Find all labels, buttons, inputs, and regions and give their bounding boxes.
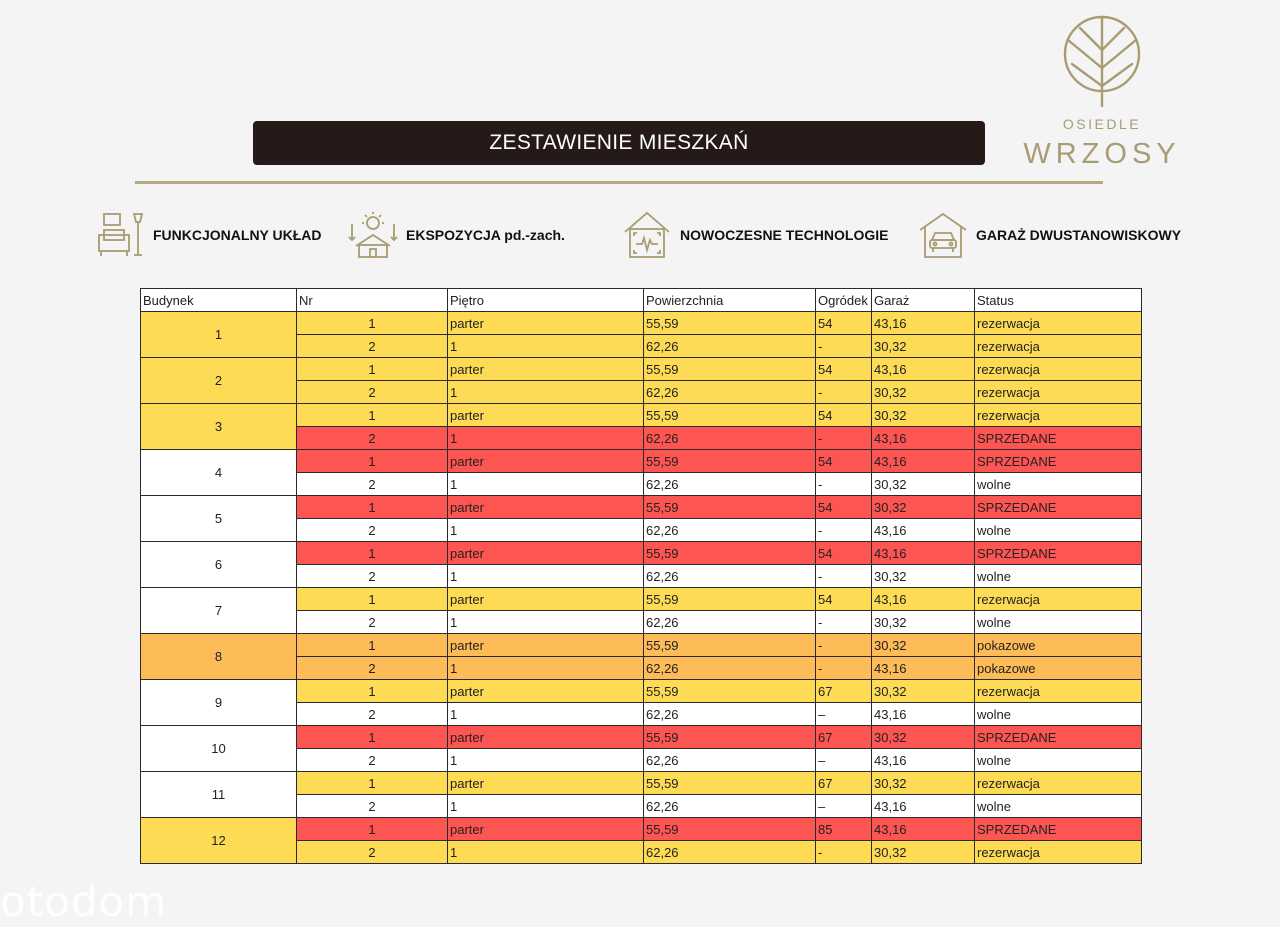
area-cell: 62,26 <box>644 565 816 588</box>
status-cell: SPRZEDANE <box>975 726 1142 749</box>
table-row <box>141 818 1142 841</box>
table-row <box>141 358 1142 381</box>
status-cell: wolne <box>975 565 1142 588</box>
status-cell: rezerwacja <box>975 312 1142 335</box>
floor-cell: 1 <box>448 841 644 864</box>
garden-cell: 54 <box>816 542 872 565</box>
unit-number-cell: 2 <box>297 381 448 404</box>
leaf-logo-icon <box>1062 14 1142 108</box>
area-cell: 62,26 <box>644 749 816 772</box>
floor-cell: 1 <box>448 381 644 404</box>
garage-cell: 30,32 <box>872 680 975 703</box>
garage-cell: 30,32 <box>872 565 975 588</box>
garden-cell: 54 <box>816 496 872 519</box>
unit-number-cell: 2 <box>297 841 448 864</box>
area-cell: 55,59 <box>644 818 816 841</box>
feature-layout <box>95 210 322 260</box>
status-cell: rezerwacja <box>975 381 1142 404</box>
unit-number-cell: 1 <box>297 496 448 519</box>
status-cell: wolne <box>975 473 1142 496</box>
garden-cell: – <box>816 703 872 726</box>
status-cell: SPRZEDANE <box>975 542 1142 565</box>
floor-cell: parter <box>448 312 644 335</box>
page-title-bar <box>253 121 985 165</box>
garage-cell: 43,16 <box>872 703 975 726</box>
feature-label: NOWOCZESNE TECHNOLOGIE <box>680 227 889 243</box>
floor-cell: 1 <box>448 657 644 680</box>
garage-cell: 30,32 <box>872 634 975 657</box>
status-cell: wolne <box>975 749 1142 772</box>
garden-cell: – <box>816 749 872 772</box>
garden-cell: 54 <box>816 450 872 473</box>
unit-number-cell: 1 <box>297 358 448 381</box>
apartments-table <box>140 288 1142 864</box>
building-cell: 11 <box>141 772 297 818</box>
garden-cell: - <box>816 519 872 542</box>
floor-cell: parter <box>448 450 644 473</box>
area-cell: 55,59 <box>644 772 816 795</box>
area-cell: 55,59 <box>644 634 816 657</box>
column-header: Status <box>975 289 1142 312</box>
garage-cell: 30,32 <box>872 335 975 358</box>
floor-cell: 1 <box>448 795 644 818</box>
feature-label: GARAŻ DWUSTANOWISKOWY <box>976 227 1182 243</box>
garage-cell: 43,16 <box>872 427 975 450</box>
garage-cell: 30,32 <box>872 381 975 404</box>
status-cell: rezerwacja <box>975 680 1142 703</box>
status-cell: wolne <box>975 795 1142 818</box>
floor-cell: parter <box>448 726 644 749</box>
area-cell: 55,59 <box>644 312 816 335</box>
sun-house-icon <box>348 210 398 260</box>
garage-icon <box>918 210 968 260</box>
garage-cell: 43,16 <box>872 450 975 473</box>
building-cell: 12 <box>141 818 297 864</box>
garden-cell: - <box>816 634 872 657</box>
area-cell: 55,59 <box>644 450 816 473</box>
feature-garage <box>918 210 1181 260</box>
garden-cell: - <box>816 335 872 358</box>
status-cell: wolne <box>975 519 1142 542</box>
area-cell: 55,59 <box>644 542 816 565</box>
status-cell: SPRZEDANE <box>975 818 1142 841</box>
floor-cell: parter <box>448 772 644 795</box>
status-cell: wolne <box>975 703 1142 726</box>
floor-cell: parter <box>448 680 644 703</box>
smart-home-icon <box>622 210 672 260</box>
area-cell: 62,26 <box>644 335 816 358</box>
floor-cell: parter <box>448 542 644 565</box>
area-cell: 62,26 <box>644 381 816 404</box>
floor-cell: parter <box>448 818 644 841</box>
area-cell: 55,59 <box>644 680 816 703</box>
status-cell: rezerwacja <box>975 588 1142 611</box>
building-cell: 5 <box>141 496 297 542</box>
unit-number-cell: 1 <box>297 588 448 611</box>
area-cell: 62,26 <box>644 427 816 450</box>
feature-label: FUNKCJONALNY UKŁAD <box>153 227 322 243</box>
column-header: Nr <box>297 289 448 312</box>
garden-cell: 54 <box>816 358 872 381</box>
garage-cell: 43,16 <box>872 795 975 818</box>
garden-cell: - <box>816 473 872 496</box>
divider <box>135 181 1103 184</box>
feature-exposure <box>348 210 565 260</box>
table-row <box>141 588 1142 611</box>
garage-cell: 30,32 <box>872 772 975 795</box>
brand-logo <box>1020 14 1190 184</box>
floor-cell: parter <box>448 634 644 657</box>
area-cell: 62,26 <box>644 657 816 680</box>
table-row <box>141 496 1142 519</box>
area-cell: 62,26 <box>644 841 816 864</box>
status-cell: rezerwacja <box>975 772 1142 795</box>
status-cell: SPRZEDANE <box>975 450 1142 473</box>
area-cell: 55,59 <box>644 404 816 427</box>
status-cell: rezerwacja <box>975 841 1142 864</box>
unit-number-cell: 1 <box>297 542 448 565</box>
page-title: ZESTAWIENIE MIESZKAŃ <box>489 131 749 154</box>
building-cell: 9 <box>141 680 297 726</box>
garage-cell: 43,16 <box>872 358 975 381</box>
garden-cell: - <box>816 611 872 634</box>
status-cell: rezerwacja <box>975 335 1142 358</box>
garden-cell: 54 <box>816 312 872 335</box>
garage-cell: 30,32 <box>872 496 975 519</box>
unit-number-cell: 2 <box>297 657 448 680</box>
floor-cell: 1 <box>448 519 644 542</box>
area-cell: 62,26 <box>644 795 816 818</box>
unit-number-cell: 1 <box>297 634 448 657</box>
garage-cell: 30,32 <box>872 841 975 864</box>
garage-cell: 43,16 <box>872 657 975 680</box>
garage-cell: 43,16 <box>872 588 975 611</box>
feature-technology <box>622 210 888 260</box>
building-cell: 2 <box>141 358 297 404</box>
unit-number-cell: 2 <box>297 565 448 588</box>
garden-cell: - <box>816 381 872 404</box>
floor-cell: 1 <box>448 473 644 496</box>
garden-cell: 67 <box>816 680 872 703</box>
furniture-icon <box>95 210 145 260</box>
unit-number-cell: 1 <box>297 404 448 427</box>
unit-number-cell: 2 <box>297 703 448 726</box>
table-row <box>141 450 1142 473</box>
floor-cell: 1 <box>448 611 644 634</box>
column-header: Budynek <box>141 289 297 312</box>
area-cell: 62,26 <box>644 611 816 634</box>
status-cell: pokazowe <box>975 634 1142 657</box>
garage-cell: 30,32 <box>872 726 975 749</box>
building-cell: 8 <box>141 634 297 680</box>
unit-number-cell: 1 <box>297 680 448 703</box>
garage-cell: 43,16 <box>872 519 975 542</box>
garden-cell: 85 <box>816 818 872 841</box>
floor-cell: 1 <box>448 335 644 358</box>
garage-cell: 43,16 <box>872 749 975 772</box>
table-row <box>141 726 1142 749</box>
garden-cell: 67 <box>816 772 872 795</box>
area-cell: 62,26 <box>644 703 816 726</box>
unit-number-cell: 1 <box>297 772 448 795</box>
area-cell: 55,59 <box>644 726 816 749</box>
floor-cell: 1 <box>448 703 644 726</box>
logo-name: WRZOSY <box>1023 138 1181 170</box>
area-cell: 55,59 <box>644 496 816 519</box>
building-cell: 3 <box>141 404 297 450</box>
garden-cell: - <box>816 657 872 680</box>
floor-cell: parter <box>448 404 644 427</box>
unit-number-cell: 2 <box>297 519 448 542</box>
garden-cell: – <box>816 795 872 818</box>
column-header: Piętro <box>448 289 644 312</box>
table-row <box>141 312 1142 335</box>
garage-cell: 43,16 <box>872 312 975 335</box>
building-cell: 7 <box>141 588 297 634</box>
table-row <box>141 680 1142 703</box>
garage-cell: 30,32 <box>872 473 975 496</box>
table-row <box>141 542 1142 565</box>
table-row <box>141 634 1142 657</box>
unit-number-cell: 1 <box>297 818 448 841</box>
building-cell: 10 <box>141 726 297 772</box>
garage-cell: 43,16 <box>872 818 975 841</box>
garden-cell: - <box>816 427 872 450</box>
watermark: otodom <box>0 877 168 926</box>
unit-number-cell: 2 <box>297 611 448 634</box>
floor-cell: parter <box>448 496 644 519</box>
garden-cell: - <box>816 565 872 588</box>
column-header: Ogródek <box>816 289 872 312</box>
unit-number-cell: 2 <box>297 749 448 772</box>
building-cell: 6 <box>141 542 297 588</box>
unit-number-cell: 2 <box>297 427 448 450</box>
garage-cell: 30,32 <box>872 404 975 427</box>
status-cell: pokazowe <box>975 657 1142 680</box>
unit-number-cell: 1 <box>297 450 448 473</box>
status-cell: wolne <box>975 611 1142 634</box>
floor-cell: 1 <box>448 565 644 588</box>
floor-cell: 1 <box>448 427 644 450</box>
building-cell: 1 <box>141 312 297 358</box>
table-row <box>141 404 1142 427</box>
feature-label: EKSPOZYCJA pd.-zach. <box>406 227 565 243</box>
unit-number-cell: 1 <box>297 312 448 335</box>
unit-number-cell: 2 <box>297 335 448 358</box>
area-cell: 55,59 <box>644 358 816 381</box>
unit-number-cell: 1 <box>297 726 448 749</box>
column-header: Garaż <box>872 289 975 312</box>
garden-cell: - <box>816 841 872 864</box>
unit-number-cell: 2 <box>297 795 448 818</box>
status-cell: SPRZEDANE <box>975 427 1142 450</box>
garden-cell: 54 <box>816 588 872 611</box>
floor-cell: parter <box>448 588 644 611</box>
floor-cell: 1 <box>448 749 644 772</box>
area-cell: 62,26 <box>644 519 816 542</box>
status-cell: rezerwacja <box>975 404 1142 427</box>
table-row <box>141 772 1142 795</box>
status-cell: SPRZEDANE <box>975 496 1142 519</box>
area-cell: 55,59 <box>644 588 816 611</box>
table-header-row <box>141 289 1142 312</box>
area-cell: 62,26 <box>644 473 816 496</box>
status-cell: rezerwacja <box>975 358 1142 381</box>
floor-cell: parter <box>448 358 644 381</box>
garage-cell: 30,32 <box>872 611 975 634</box>
garage-cell: 43,16 <box>872 542 975 565</box>
building-cell: 4 <box>141 450 297 496</box>
garden-cell: 54 <box>816 404 872 427</box>
garden-cell: 67 <box>816 726 872 749</box>
column-header: Powierzchnia <box>644 289 816 312</box>
logo-subtitle: OSIEDLE <box>1062 116 1142 132</box>
unit-number-cell: 2 <box>297 473 448 496</box>
